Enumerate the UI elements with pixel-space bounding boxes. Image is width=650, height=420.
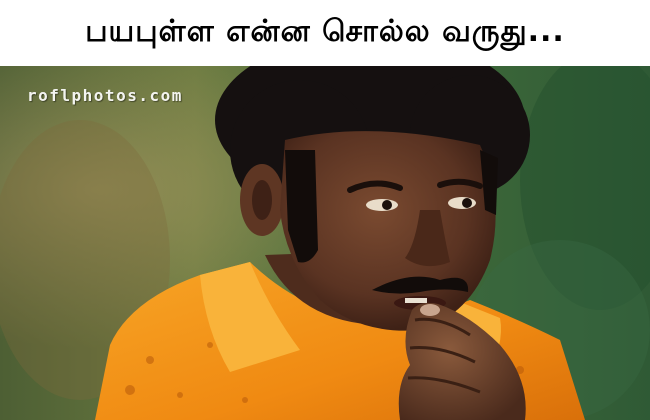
caption-text: பயபுள்ள என்ன சொல்ல வருது... (85, 13, 565, 49)
ear (252, 180, 272, 220)
fingernail (420, 304, 440, 316)
caption-bar (0, 0, 650, 66)
scene-photo (0, 66, 650, 420)
watermark-text: roflphotos.com (27, 86, 183, 105)
pupil (462, 198, 472, 208)
teeth (405, 298, 427, 303)
pupil (382, 200, 392, 210)
